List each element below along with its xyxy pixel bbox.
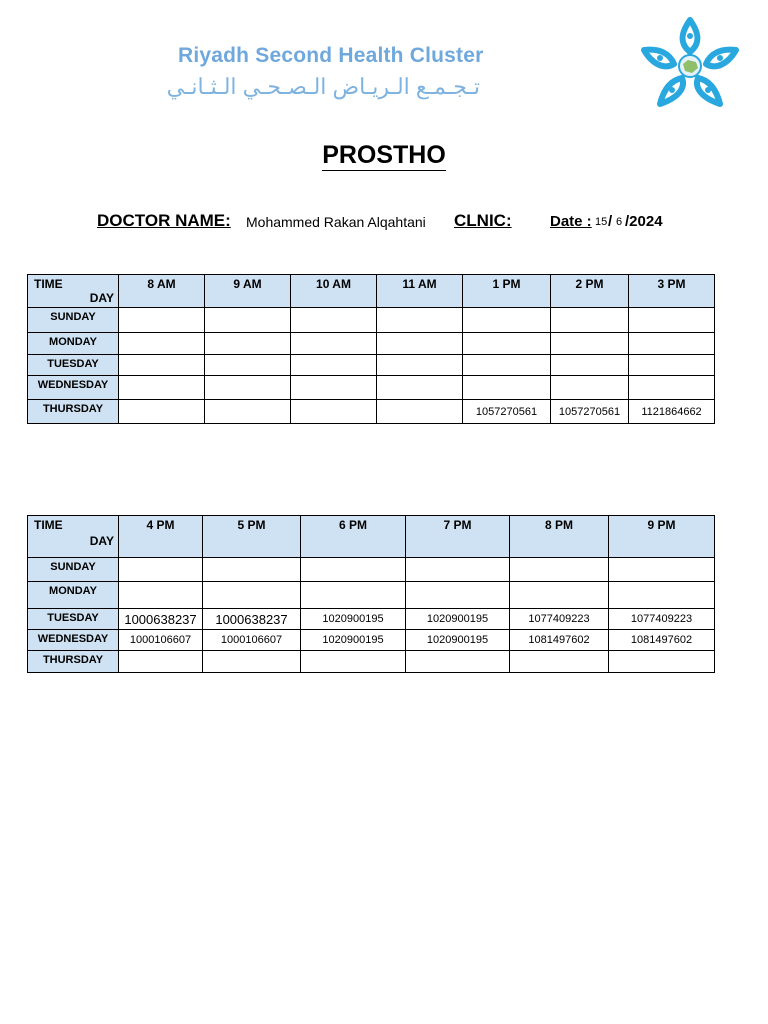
date-label: Date : [550, 213, 592, 230]
slot-cell: 1121864662 [629, 400, 715, 424]
slot-cell [377, 376, 463, 400]
slot-cell: 1077409223 [510, 609, 609, 630]
slot-cell [119, 376, 205, 400]
slot-cell [291, 355, 377, 376]
day-cell: MONDAY [28, 333, 119, 355]
column-header: 10 AM [291, 275, 377, 308]
table-row [28, 651, 715, 673]
slot-cell [463, 308, 551, 333]
doctor-info-line [0, 211, 768, 233]
column-header: 5 PM [203, 516, 301, 558]
organization-name-english: Riyadh Second Health Cluster [178, 44, 484, 67]
slot-cell: 1057270561 [463, 400, 551, 424]
day-cell: WEDNESDAY [28, 376, 119, 400]
table-row [28, 630, 715, 651]
day-cell: THURSDAY [28, 400, 119, 424]
slot-cell [629, 308, 715, 333]
slot-cell [551, 308, 629, 333]
slot-cell [609, 651, 715, 673]
slot-cell [291, 376, 377, 400]
column-header: 9 AM [205, 275, 291, 308]
slot-cell [377, 355, 463, 376]
date-separator: / [608, 213, 613, 230]
date-month: 6 [616, 216, 623, 228]
morning-schedule-table [27, 274, 715, 424]
slot-cell: 1081497602 [510, 630, 609, 651]
slot-cell: 1020900195 [406, 630, 510, 651]
slot-cell: 1000638237 [119, 609, 203, 630]
table-row [28, 609, 715, 630]
day-cell: TUESDAY [28, 609, 119, 630]
table-header-row [28, 516, 715, 558]
slot-cell [205, 376, 291, 400]
day-label: DAY [89, 534, 114, 548]
organization-name-arabic: تـجـمـع الـريـاض الـصـحـي الـثـانـي [166, 74, 480, 99]
slot-cell [291, 308, 377, 333]
slot-cell [203, 558, 301, 582]
slot-cell [301, 651, 406, 673]
slot-cell [377, 400, 463, 424]
slot-cell [629, 355, 715, 376]
day-cell: MONDAY [28, 582, 119, 609]
slot-cell: 1057270561 [551, 400, 629, 424]
column-header: 8 PM [510, 516, 609, 558]
slot-cell [119, 355, 205, 376]
slot-cell [119, 651, 203, 673]
slot-cell [629, 376, 715, 400]
slot-cell [205, 308, 291, 333]
table-row [28, 355, 715, 376]
slot-cell [510, 582, 609, 609]
table-header-row [28, 275, 715, 308]
slot-cell [377, 333, 463, 355]
health-cluster-star-logo-icon [640, 16, 740, 108]
column-header: 3 PM [629, 275, 715, 308]
table-row [28, 558, 715, 582]
column-header: 6 PM [301, 516, 406, 558]
column-header: 1 PM [463, 275, 551, 308]
day-cell: SUNDAY [28, 308, 119, 333]
slot-cell: 1020900195 [406, 609, 510, 630]
slot-cell [463, 333, 551, 355]
time-day-header [28, 516, 119, 558]
slot-cell: 1020900195 [301, 609, 406, 630]
column-header: 8 AM [119, 275, 205, 308]
slot-cell [510, 651, 609, 673]
slot-cell: 1000638237 [203, 609, 301, 630]
table-row [28, 400, 715, 424]
day-cell: THURSDAY [28, 651, 119, 673]
slot-cell: 1077409223 [609, 609, 715, 630]
slot-cell [119, 308, 205, 333]
slot-cell: 1000106607 [119, 630, 203, 651]
slot-cell [203, 651, 301, 673]
slot-cell [377, 308, 463, 333]
slot-cell [406, 582, 510, 609]
slot-cell [291, 400, 377, 424]
time-label: TIME [34, 518, 63, 532]
date-day: 15 [595, 216, 608, 228]
slot-cell [406, 558, 510, 582]
slot-cell [510, 558, 609, 582]
slot-cell [119, 333, 205, 355]
slot-cell [551, 355, 629, 376]
slot-cell [551, 376, 629, 400]
slot-cell [551, 333, 629, 355]
column-header: 4 PM [119, 516, 203, 558]
slot-cell [119, 400, 205, 424]
date-year: /2024 [625, 213, 663, 230]
day-cell: SUNDAY [28, 558, 119, 582]
day-label: DAY [89, 291, 114, 305]
slot-cell: 1020900195 [301, 630, 406, 651]
table-row [28, 582, 715, 609]
slot-cell [205, 355, 291, 376]
column-header: 2 PM [551, 275, 629, 308]
day-cell: WEDNESDAY [28, 630, 119, 651]
column-header: 11 AM [377, 275, 463, 308]
evening-schedule-table [27, 515, 715, 673]
doctor-name-value: Mohammed Rakan Alqahtani [246, 214, 426, 230]
slot-cell [301, 582, 406, 609]
time-label: TIME [34, 277, 63, 291]
slot-cell [291, 333, 377, 355]
slot-cell [406, 651, 510, 673]
table-row [28, 308, 715, 333]
day-cell: TUESDAY [28, 355, 119, 376]
column-header: 7 PM [406, 516, 510, 558]
column-header: 9 PM [609, 516, 715, 558]
table-row [28, 376, 715, 400]
slot-cell [609, 558, 715, 582]
doctor-name-label: DOCTOR NAME: [97, 211, 231, 230]
slot-cell: 1000106607 [203, 630, 301, 651]
slot-cell [203, 582, 301, 609]
slot-cell [205, 400, 291, 424]
slot-cell [463, 376, 551, 400]
slot-cell [629, 333, 715, 355]
slot-cell [609, 582, 715, 609]
slot-cell [205, 333, 291, 355]
slot-cell: 1081497602 [609, 630, 715, 651]
time-day-header [28, 275, 119, 308]
slot-cell [301, 558, 406, 582]
clinic-label: CLNIC: [454, 211, 512, 230]
clinic-title: PROSTHO [322, 141, 446, 169]
slot-cell [463, 355, 551, 376]
slot-cell [119, 558, 203, 582]
slot-cell [119, 582, 203, 609]
table-row [28, 333, 715, 355]
